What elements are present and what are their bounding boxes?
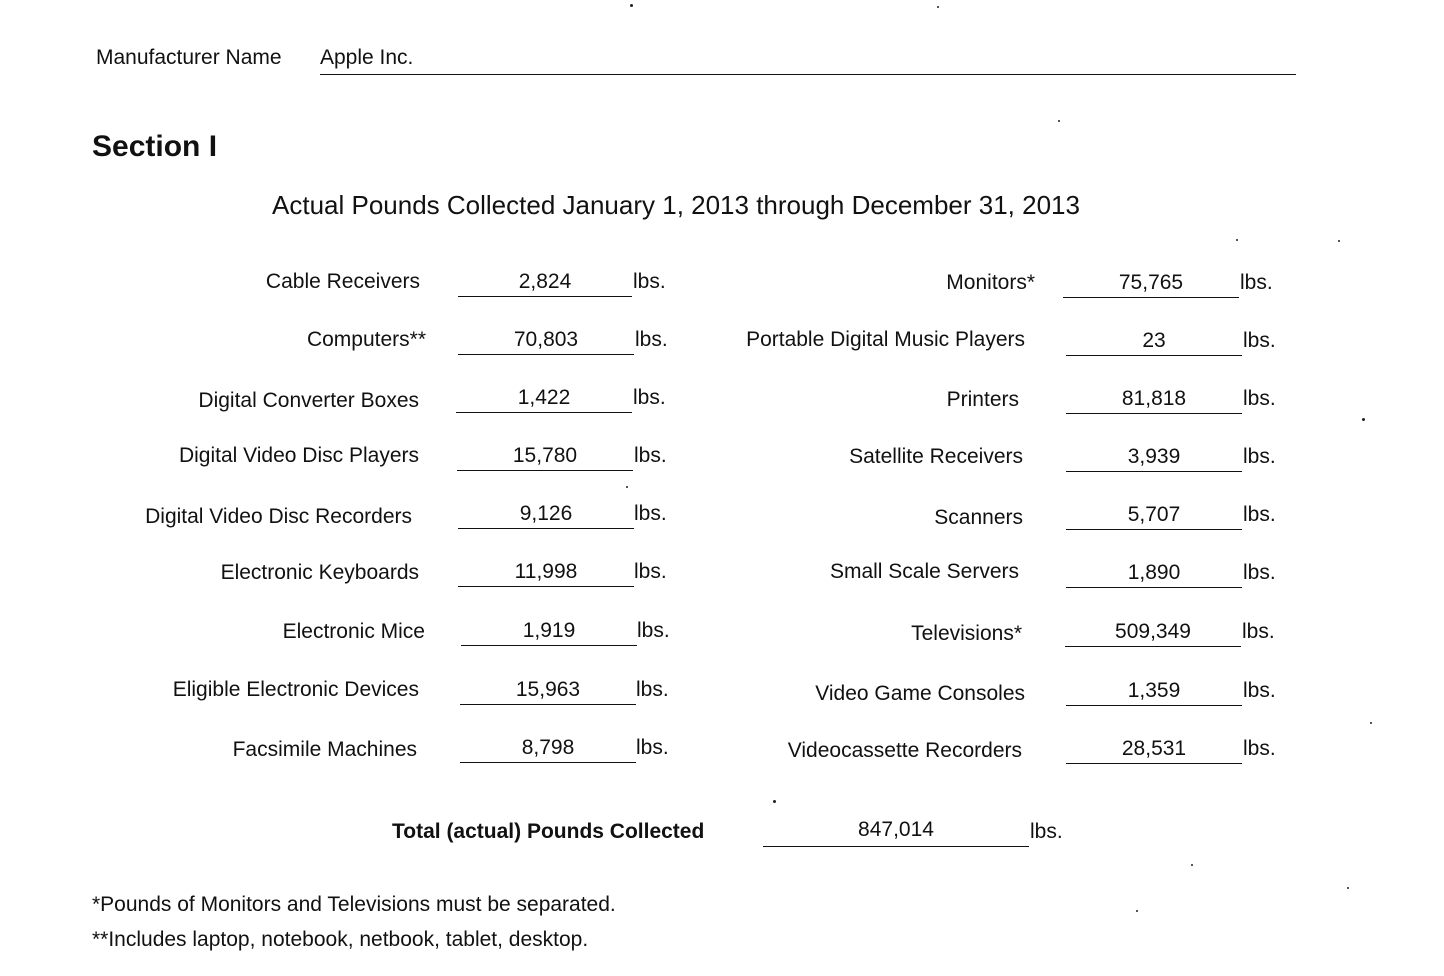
row-unit: lbs.: [1243, 329, 1276, 352]
row-value[interactable]: 11,998: [458, 560, 634, 587]
row-label: Videocassette Recorders: [787, 739, 1022, 762]
row-label: Computers**: [306, 328, 426, 351]
manufacturer-name-field[interactable]: Apple Inc.: [320, 46, 1296, 75]
row-value[interactable]: 3,939: [1066, 445, 1242, 472]
scan-speck: [1058, 120, 1060, 122]
row-unit: lbs.: [633, 270, 666, 293]
row-value[interactable]: 1,890: [1066, 561, 1242, 588]
row-label: Monitors*: [946, 271, 1035, 294]
row-label: Satellite Receivers: [849, 445, 1023, 468]
scan-speck: [1370, 722, 1372, 724]
row-unit: lbs.: [1243, 387, 1276, 410]
row-unit: lbs.: [637, 619, 670, 642]
row-value[interactable]: 23: [1066, 329, 1242, 356]
scan-speck: [1136, 910, 1138, 912]
scan-speck: [1236, 239, 1238, 241]
row-unit: lbs.: [634, 444, 667, 467]
row-value[interactable]: 75,765: [1063, 271, 1239, 298]
section-title: Section I: [92, 130, 218, 163]
row-label: Electronic Keyboards: [220, 561, 419, 584]
row-unit: lbs.: [634, 560, 667, 583]
row-value[interactable]: 9,126: [458, 502, 634, 529]
row-label: Cable Receivers: [265, 270, 420, 293]
row-value[interactable]: 8,798: [460, 736, 636, 763]
row-unit: lbs.: [636, 736, 669, 759]
scan-speck: [937, 6, 939, 8]
row-unit: lbs.: [1243, 503, 1276, 526]
row-unit: lbs.: [1243, 679, 1276, 702]
total-value[interactable]: 847,014: [763, 818, 1029, 847]
row-value[interactable]: 1,422: [456, 386, 632, 413]
row-unit: lbs.: [1240, 271, 1273, 294]
row-value[interactable]: 15,963: [460, 678, 636, 705]
row-label: Digital Converter Boxes: [198, 389, 419, 412]
row-label: Scanners: [934, 506, 1023, 529]
row-label: Portable Digital Music Players: [746, 328, 1025, 351]
scan-speck: [626, 486, 628, 488]
row-unit: lbs.: [633, 386, 666, 409]
row-label: Facsimile Machines: [232, 738, 417, 761]
row-label: Televisions*: [911, 622, 1022, 645]
scan-speck: [1362, 418, 1365, 421]
row-value[interactable]: 509,349: [1065, 620, 1241, 647]
row-label: Digital Video Disc Recorders: [145, 505, 412, 528]
section-subtitle: Actual Pounds Collected January 1, 2013 through December 31, 2013: [272, 190, 1080, 220]
row-unit: lbs.: [636, 678, 669, 701]
footnote-computers: **Includes laptop, notebook, netbook, tablet, desktop.: [92, 928, 589, 951]
row-label: Digital Video Disc Players: [178, 444, 419, 467]
row-value[interactable]: 70,803: [458, 328, 634, 355]
row-label: Small Scale Servers: [829, 560, 1019, 583]
row-label: Video Game Consoles: [815, 682, 1025, 705]
row-unit: lbs.: [1242, 620, 1275, 643]
row-unit: lbs.: [634, 502, 667, 525]
row-label: Printers: [946, 388, 1019, 411]
footnote-monitors-televisions: *Pounds of Monitors and Televisions must be separated.: [92, 893, 616, 916]
total-unit: lbs.: [1030, 820, 1063, 843]
scan-speck: [630, 4, 633, 7]
scan-speck: [773, 800, 776, 803]
row-value[interactable]: 81,818: [1066, 387, 1242, 414]
row-unit: lbs.: [635, 328, 668, 351]
row-label: Electronic Mice: [282, 620, 425, 643]
row-label: Eligible Electronic Devices: [172, 678, 419, 701]
total-label: Total (actual) Pounds Collected: [392, 820, 705, 843]
row-value[interactable]: 5,707: [1066, 503, 1242, 530]
scan-speck: [1347, 887, 1349, 889]
row-unit: lbs.: [1243, 561, 1276, 584]
row-unit: lbs.: [1243, 445, 1276, 468]
row-unit: lbs.: [1243, 737, 1276, 760]
row-value[interactable]: 1,359: [1066, 679, 1242, 706]
row-value[interactable]: 2,824: [458, 270, 632, 297]
scan-speck: [1191, 864, 1193, 866]
manufacturer-name-label: Manufacturer Name: [96, 46, 282, 69]
scan-speck: [1338, 240, 1340, 242]
row-value[interactable]: 28,531: [1066, 737, 1242, 764]
row-value[interactable]: 1,919: [461, 619, 637, 646]
row-value[interactable]: 15,780: [457, 444, 633, 471]
